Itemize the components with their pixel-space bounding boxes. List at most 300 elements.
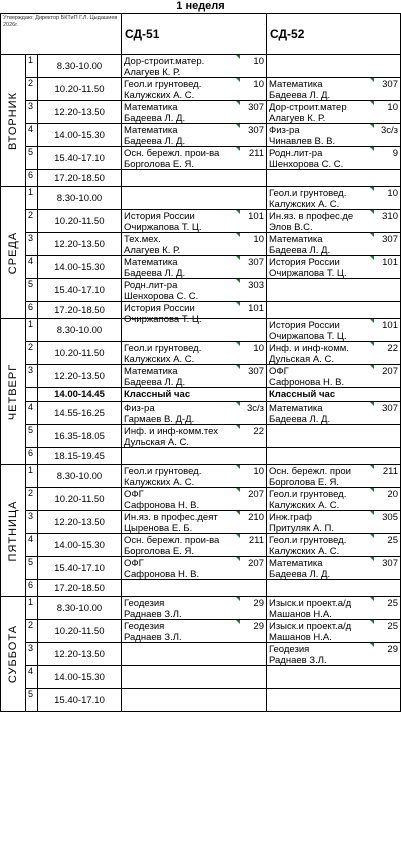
lesson-cell-sd51[interactable] bbox=[122, 101, 267, 124]
lesson-cell-sd52[interactable] bbox=[267, 170, 401, 187]
room-number: 20 bbox=[387, 489, 398, 500]
lesson-cell-sd52[interactable] bbox=[267, 580, 401, 597]
teacher-name: Элов В.С. bbox=[269, 222, 313, 233]
teacher-name: Притуляк А. П. bbox=[269, 523, 334, 534]
room-number: 101 bbox=[248, 303, 264, 314]
room-number: 211 bbox=[248, 148, 264, 159]
subject-line bbox=[124, 102, 264, 113]
lesson-cell-sd52[interactable] bbox=[267, 597, 401, 620]
lesson-row bbox=[1, 210, 401, 233]
comment-marker-icon bbox=[236, 597, 240, 601]
subject-line bbox=[269, 79, 398, 90]
lesson-cell-sd52[interactable] bbox=[267, 557, 401, 580]
comment-marker-icon bbox=[236, 425, 240, 429]
subject-name: ОФГ bbox=[124, 489, 144, 500]
subject-line bbox=[269, 489, 398, 500]
teacher-name: Машанов Н.А. bbox=[269, 632, 332, 643]
lesson-number: 5 bbox=[26, 279, 38, 302]
subject-name: Геол.и грунтовед. bbox=[269, 188, 347, 199]
room-number: 307 bbox=[382, 558, 398, 569]
comment-marker-icon bbox=[370, 534, 374, 538]
subject-name: Геол.и грунтовед. bbox=[269, 535, 347, 546]
teacher-name: Очиржапова Т. Ц. bbox=[124, 314, 202, 325]
subject-line bbox=[124, 125, 264, 136]
subject-line bbox=[124, 598, 264, 609]
subject-line bbox=[124, 389, 264, 400]
lesson-row bbox=[1, 448, 401, 465]
room-number: 10 bbox=[253, 79, 264, 90]
room-number: 307 bbox=[382, 403, 398, 414]
lesson-row bbox=[1, 302, 401, 319]
room-number: 305 bbox=[382, 512, 398, 523]
teacher-name: Чинавлев В. В. bbox=[269, 136, 336, 147]
lesson-row bbox=[1, 557, 401, 580]
subject-name: Физ-ра bbox=[124, 403, 155, 414]
subject-line bbox=[124, 621, 264, 632]
room-number: 9 bbox=[392, 148, 398, 159]
subject-line bbox=[124, 512, 264, 523]
teacher-name: Очиржапова Т. Ц. bbox=[124, 222, 202, 233]
lesson-time: 12.20-13.50 bbox=[38, 101, 122, 124]
lesson-time: 12.20-13.50 bbox=[38, 233, 122, 256]
subject-line bbox=[269, 257, 398, 268]
comment-marker-icon bbox=[370, 319, 374, 323]
day-name: ПЯТНИЦА bbox=[7, 500, 19, 561]
lesson-time: 14.00-15.30 bbox=[38, 534, 122, 557]
lesson-row bbox=[1, 488, 401, 511]
comment-marker-icon bbox=[370, 124, 374, 128]
room-number: 307 bbox=[248, 257, 264, 268]
lesson-cell-sd52[interactable] bbox=[267, 342, 401, 365]
lesson-row bbox=[1, 365, 401, 388]
subject-line bbox=[269, 558, 398, 569]
lesson-row bbox=[1, 511, 401, 534]
lesson-time: 18.15-19.45 bbox=[38, 448, 122, 465]
lesson-row bbox=[1, 643, 401, 666]
lesson-cell-sd52[interactable] bbox=[267, 643, 401, 666]
lesson-cell-sd52[interactable] bbox=[267, 388, 401, 402]
lesson-cell-sd51[interactable] bbox=[122, 233, 267, 256]
lesson-row bbox=[1, 666, 401, 689]
teacher-name: Борголова Е. Я. bbox=[124, 546, 195, 557]
teacher-name: Бадеева Л. Д. bbox=[124, 113, 186, 124]
lesson-cell-sd52[interactable] bbox=[267, 302, 401, 319]
day-label bbox=[1, 465, 26, 597]
subject-name: Осн. бережл. прои-ва bbox=[124, 148, 220, 159]
lesson-row bbox=[1, 465, 401, 488]
teacher-name: Бадеева Л. Д. bbox=[269, 90, 331, 101]
lesson-cell-sd51[interactable] bbox=[122, 511, 267, 534]
lesson-cell-sd52[interactable] bbox=[267, 534, 401, 557]
lesson-cell-sd52[interactable] bbox=[267, 124, 401, 147]
subject-name: Математика bbox=[124, 102, 178, 113]
day-name: СРЕДА bbox=[7, 231, 19, 274]
subject-name: Математика bbox=[124, 125, 178, 136]
subject-name: Инф. и инф-комм.тех bbox=[124, 426, 218, 437]
lesson-cell-sd51[interactable] bbox=[122, 402, 267, 425]
teacher-name: Очиржапова Т. Ц. bbox=[269, 268, 347, 279]
comment-marker-icon bbox=[236, 101, 240, 105]
lesson-cell-sd52[interactable] bbox=[267, 689, 401, 712]
lesson-cell-sd52[interactable] bbox=[267, 465, 401, 488]
lesson-cell-sd52[interactable] bbox=[267, 620, 401, 643]
subject-line bbox=[269, 598, 398, 609]
subject-name: Инж.граф bbox=[269, 512, 312, 523]
group-header-sd52[interactable]: СД-52 bbox=[267, 14, 401, 55]
comment-marker-icon bbox=[236, 210, 240, 214]
lesson-cell-sd52[interactable] bbox=[267, 187, 401, 210]
lesson-time: 12.20-13.50 bbox=[38, 643, 122, 666]
teacher-name: Бадеева Л. Д. bbox=[124, 268, 186, 279]
lesson-cell-sd52[interactable] bbox=[267, 448, 401, 465]
comment-marker-icon bbox=[236, 55, 240, 59]
lesson-cell-sd51[interactable] bbox=[122, 448, 267, 465]
subject-name: Дор-строит.матер bbox=[269, 102, 347, 113]
lesson-number: 4 bbox=[26, 124, 38, 147]
lesson-cell-sd52[interactable] bbox=[267, 147, 401, 170]
comment-marker-icon bbox=[370, 78, 374, 82]
subject-line bbox=[124, 558, 264, 569]
subject-name: Геол.и грунтовед. bbox=[124, 79, 202, 90]
comment-marker-icon bbox=[236, 511, 240, 515]
teacher-name: Шенхорова С. С. bbox=[269, 159, 344, 170]
lesson-cell-sd52[interactable] bbox=[267, 233, 401, 256]
week-title: 1 неделя bbox=[176, 0, 225, 12]
comment-marker-icon bbox=[236, 365, 240, 369]
teacher-name: Очиржапова Т. Ц. bbox=[269, 331, 347, 342]
room-number: 101 bbox=[382, 257, 398, 268]
subject-line bbox=[269, 466, 398, 477]
lesson-row bbox=[1, 101, 401, 124]
teacher-name: Калужских А. С. bbox=[124, 354, 195, 365]
lesson-number: 5 bbox=[26, 689, 38, 712]
comment-marker-icon bbox=[370, 365, 374, 369]
comment-marker-icon bbox=[370, 643, 374, 647]
subject-line bbox=[269, 621, 398, 632]
comment-marker-icon bbox=[236, 78, 240, 82]
subject-line bbox=[269, 211, 398, 222]
subject-name: Родн.лит-ра bbox=[269, 148, 323, 159]
lesson-cell-sd51[interactable] bbox=[122, 147, 267, 170]
day-name: СУББОТА bbox=[7, 624, 19, 684]
teacher-name: Борголова Е. Я. bbox=[269, 477, 340, 488]
lesson-cell-sd52[interactable] bbox=[267, 365, 401, 388]
room-number: 307 bbox=[382, 79, 398, 90]
subject-line bbox=[269, 320, 398, 331]
subject-name: Изыск.и проект.а/д bbox=[269, 621, 352, 632]
lesson-cell-sd52[interactable] bbox=[267, 402, 401, 425]
teacher-name: Калужских А. С. bbox=[269, 500, 340, 511]
comment-marker-icon bbox=[236, 342, 240, 346]
subject-name: Математика bbox=[269, 558, 323, 569]
lesson-time: 16.35-18.05 bbox=[38, 425, 122, 448]
comment-marker-icon bbox=[370, 620, 374, 624]
comment-marker-icon bbox=[370, 597, 374, 601]
comment-marker-icon bbox=[236, 233, 240, 237]
subject-line bbox=[124, 426, 264, 437]
lesson-number: 3 bbox=[26, 511, 38, 534]
lesson-cell-sd52[interactable] bbox=[267, 55, 401, 78]
lesson-number: 2 bbox=[26, 488, 38, 511]
room-number: 10 bbox=[387, 102, 398, 113]
lesson-cell-sd51[interactable] bbox=[122, 488, 267, 511]
room-number: 10 bbox=[253, 343, 264, 354]
lesson-time: 15.40-17.10 bbox=[38, 557, 122, 580]
lesson-number: 6 bbox=[26, 302, 38, 319]
lesson-time: 10.20-11.50 bbox=[38, 488, 122, 511]
subject-name: Дор-строит.матер. bbox=[124, 56, 205, 67]
comment-marker-icon bbox=[236, 620, 240, 624]
lesson-cell-sd52[interactable] bbox=[267, 210, 401, 233]
lesson-cell-sd51[interactable] bbox=[122, 78, 267, 101]
subject-line bbox=[124, 234, 264, 245]
lesson-number: 6 bbox=[26, 448, 38, 465]
lesson-cell-sd51[interactable] bbox=[122, 279, 267, 302]
lesson-time: 14.00-15.30 bbox=[38, 124, 122, 147]
room-number: 25 bbox=[387, 621, 398, 632]
lesson-number: 2 bbox=[26, 78, 38, 101]
lesson-cell-sd51[interactable] bbox=[122, 256, 267, 279]
lesson-cell-sd51[interactable] bbox=[122, 425, 267, 448]
lesson-cell-sd51[interactable] bbox=[122, 302, 267, 325]
teacher-name: Машанов Н.А. bbox=[269, 609, 332, 620]
lesson-time: 10.20-11.50 bbox=[38, 210, 122, 233]
lesson-number: 2 bbox=[26, 342, 38, 365]
teacher-name: Алагуев К. Р. bbox=[269, 113, 326, 124]
lesson-row bbox=[1, 124, 401, 147]
lesson-cell-sd51[interactable] bbox=[122, 597, 267, 620]
lesson-row bbox=[1, 620, 401, 643]
lesson-cell-sd51[interactable] bbox=[122, 465, 267, 488]
room-number: 22 bbox=[387, 343, 398, 354]
subject-line bbox=[124, 56, 264, 67]
subject-name: ОФГ bbox=[269, 366, 289, 377]
teacher-name: Калужских А. С. bbox=[269, 546, 340, 557]
subject-line bbox=[269, 535, 398, 546]
lesson-row bbox=[1, 319, 401, 342]
lesson-cell-sd51[interactable] bbox=[122, 170, 267, 187]
comment-marker-icon bbox=[236, 488, 240, 492]
subject-name: Геол.и грунтовед. bbox=[124, 466, 202, 477]
subject-name: Математика bbox=[269, 234, 323, 245]
day-label bbox=[1, 187, 26, 319]
room-number: 303 bbox=[248, 280, 264, 291]
lesson-time: 8.30-10.00 bbox=[38, 319, 122, 342]
lesson-cell-sd52[interactable] bbox=[267, 256, 401, 279]
lesson-number: 4 bbox=[26, 666, 38, 689]
lesson-number: 2 bbox=[26, 210, 38, 233]
room-number: 29 bbox=[253, 621, 264, 632]
subject-name: История России bbox=[269, 257, 340, 268]
subject-line bbox=[269, 148, 398, 159]
comment-marker-icon bbox=[370, 465, 374, 469]
comment-marker-icon bbox=[236, 256, 240, 260]
room-number: 101 bbox=[248, 211, 264, 222]
lesson-number: 6 bbox=[26, 580, 38, 597]
lesson-row bbox=[1, 170, 401, 187]
day-label bbox=[1, 319, 26, 465]
subject-line bbox=[124, 280, 264, 291]
lesson-time: 8.30-10.00 bbox=[38, 465, 122, 488]
lesson-row bbox=[1, 233, 401, 256]
lesson-cell-sd51[interactable] bbox=[122, 210, 267, 233]
day-label bbox=[1, 597, 26, 712]
lesson-time: 14.00-15.30 bbox=[38, 666, 122, 689]
lesson-cell-sd51[interactable] bbox=[122, 342, 267, 365]
lesson-number: 2 bbox=[26, 620, 38, 643]
subject-line bbox=[269, 125, 398, 136]
teacher-name: Дульская А. С. bbox=[269, 354, 334, 365]
subject-line bbox=[124, 257, 264, 268]
subject-name: Математика bbox=[269, 79, 323, 90]
lesson-time: 17.20-18.50 bbox=[38, 170, 122, 187]
subject-line bbox=[124, 303, 264, 314]
subject-line bbox=[269, 403, 398, 414]
lesson-row bbox=[1, 402, 401, 425]
lesson-cell-sd51[interactable] bbox=[122, 388, 267, 402]
subject-name: Классный час bbox=[269, 389, 336, 400]
subject-line bbox=[269, 188, 398, 199]
lesson-cell-sd51[interactable] bbox=[122, 580, 267, 597]
lesson-cell-sd52[interactable] bbox=[267, 488, 401, 511]
lesson-cell-sd52[interactable] bbox=[267, 666, 401, 689]
lesson-time: 15.40-17.10 bbox=[38, 689, 122, 712]
schedule-table bbox=[0, 13, 401, 712]
lesson-cell-sd51[interactable] bbox=[122, 666, 267, 689]
room-number: 10 bbox=[253, 466, 264, 477]
lesson-cell-sd51[interactable] bbox=[122, 643, 267, 666]
lesson-time: 10.20-11.50 bbox=[38, 620, 122, 643]
comment-marker-icon bbox=[370, 187, 374, 191]
lesson-number: 4 bbox=[26, 256, 38, 279]
lesson-number: 3 bbox=[26, 643, 38, 666]
lesson-cell-sd52[interactable] bbox=[267, 425, 401, 448]
subject-line bbox=[124, 148, 264, 159]
lesson-time: 17.20-18.50 bbox=[38, 580, 122, 597]
subject-name: Тех.мех. bbox=[124, 234, 161, 245]
subject-name: Изыск.и проект.а/д bbox=[269, 598, 352, 609]
comment-marker-icon bbox=[236, 465, 240, 469]
subject-name: Математика bbox=[124, 366, 178, 377]
lesson-time: 17.20-18.50 bbox=[38, 302, 122, 319]
lesson-cell-sd52[interactable] bbox=[267, 279, 401, 302]
room-number: 307 bbox=[248, 102, 264, 113]
lesson-cell-sd52[interactable] bbox=[267, 319, 401, 342]
lesson-number: 6 bbox=[26, 170, 38, 187]
lesson-row bbox=[1, 580, 401, 597]
lesson-number: 3 bbox=[26, 101, 38, 124]
room-number: 29 bbox=[253, 598, 264, 609]
lesson-number: 4 bbox=[26, 402, 38, 425]
subject-line bbox=[124, 343, 264, 354]
lesson-cell-sd51[interactable] bbox=[122, 620, 267, 643]
subject-name: Классный час bbox=[124, 389, 191, 400]
subject-name: Осн. бережл. прои-ва bbox=[124, 535, 220, 546]
teacher-name: Гармаев В. Д-Д. bbox=[124, 414, 195, 425]
lesson-row bbox=[1, 55, 401, 78]
comment-marker-icon bbox=[236, 402, 240, 406]
teacher-name: Цыренова Е. Б. bbox=[124, 523, 193, 534]
teacher-name: Бадеева Л. Д. bbox=[269, 414, 331, 425]
lesson-number: 1 bbox=[26, 55, 38, 78]
subject-name: ОФГ bbox=[124, 558, 144, 569]
subject-line bbox=[124, 403, 264, 414]
lesson-time: 15.40-17.10 bbox=[38, 279, 122, 302]
comment-marker-icon bbox=[236, 147, 240, 151]
comment-marker-icon bbox=[370, 101, 374, 105]
lesson-cell-sd51[interactable] bbox=[122, 365, 267, 388]
room-number: 207 bbox=[382, 366, 398, 377]
subject-name: Математика bbox=[269, 403, 323, 414]
lesson-cell-sd51[interactable] bbox=[122, 534, 267, 557]
teacher-name: Сафронова Н. В. bbox=[269, 377, 345, 388]
room-number: 211 bbox=[382, 466, 398, 477]
group-header-sd51[interactable]: СД-51 bbox=[122, 14, 267, 55]
teacher-name: Бадеева Л. Д. bbox=[269, 245, 331, 256]
lesson-cell-sd51[interactable] bbox=[122, 55, 267, 78]
room-number: 29 bbox=[387, 644, 398, 655]
lesson-row bbox=[1, 256, 401, 279]
comment-marker-icon bbox=[370, 256, 374, 260]
room-number: 307 bbox=[248, 125, 264, 136]
lesson-cell-sd51[interactable] bbox=[122, 557, 267, 580]
room-number: 25 bbox=[387, 598, 398, 609]
lesson-time: 8.30-10.00 bbox=[38, 597, 122, 620]
subject-line bbox=[124, 211, 264, 222]
lesson-row bbox=[1, 342, 401, 365]
day-label bbox=[1, 55, 26, 187]
subject-name: Осн. бережл. прои bbox=[269, 466, 351, 477]
lesson-row bbox=[1, 425, 401, 448]
lesson-cell-sd51[interactable] bbox=[122, 187, 267, 210]
teacher-name: Шенхорова С. С. bbox=[124, 291, 199, 302]
comment-marker-icon bbox=[370, 488, 374, 492]
comment-marker-icon bbox=[370, 147, 374, 151]
room-number: 3с/з bbox=[380, 125, 398, 136]
comment-marker-icon bbox=[370, 402, 374, 406]
lesson-cell-sd52[interactable] bbox=[267, 101, 401, 124]
subject-name: Математика bbox=[124, 257, 178, 268]
lesson-cell-sd51[interactable] bbox=[122, 319, 267, 342]
comment-marker-icon bbox=[236, 302, 240, 306]
lesson-time: 15.40-17.10 bbox=[38, 147, 122, 170]
room-number: 207 bbox=[248, 558, 264, 569]
teacher-name: Раднаев З.Л. bbox=[269, 655, 327, 666]
teacher-name: Бадеева Л. Д. bbox=[269, 569, 331, 580]
subject-name: История России bbox=[124, 211, 195, 222]
lesson-row bbox=[1, 78, 401, 101]
lesson-cell-sd51[interactable] bbox=[122, 124, 267, 147]
lesson-number: 5 bbox=[26, 425, 38, 448]
teacher-name: Алагуев К. Р. bbox=[124, 67, 181, 78]
lesson-time: 10.20-11.50 bbox=[38, 342, 122, 365]
lesson-cell-sd51[interactable] bbox=[122, 689, 267, 712]
lesson-number: 1 bbox=[26, 597, 38, 620]
header-row bbox=[1, 14, 401, 55]
subject-line bbox=[269, 343, 398, 354]
lesson-row bbox=[1, 689, 401, 712]
lesson-cell-sd52[interactable] bbox=[267, 511, 401, 534]
subject-line bbox=[124, 535, 264, 546]
lesson-row bbox=[1, 187, 401, 210]
lesson-time: 14.00-15.30 bbox=[38, 256, 122, 279]
lesson-cell-sd52[interactable] bbox=[267, 78, 401, 101]
teacher-name: Сафронова Н. В. bbox=[124, 500, 200, 511]
room-number: 10 bbox=[253, 56, 264, 67]
subject-name: Родн.лит-ра bbox=[124, 280, 178, 291]
lesson-time: 14.00-14.45 bbox=[38, 388, 122, 402]
comment-marker-icon bbox=[236, 557, 240, 561]
